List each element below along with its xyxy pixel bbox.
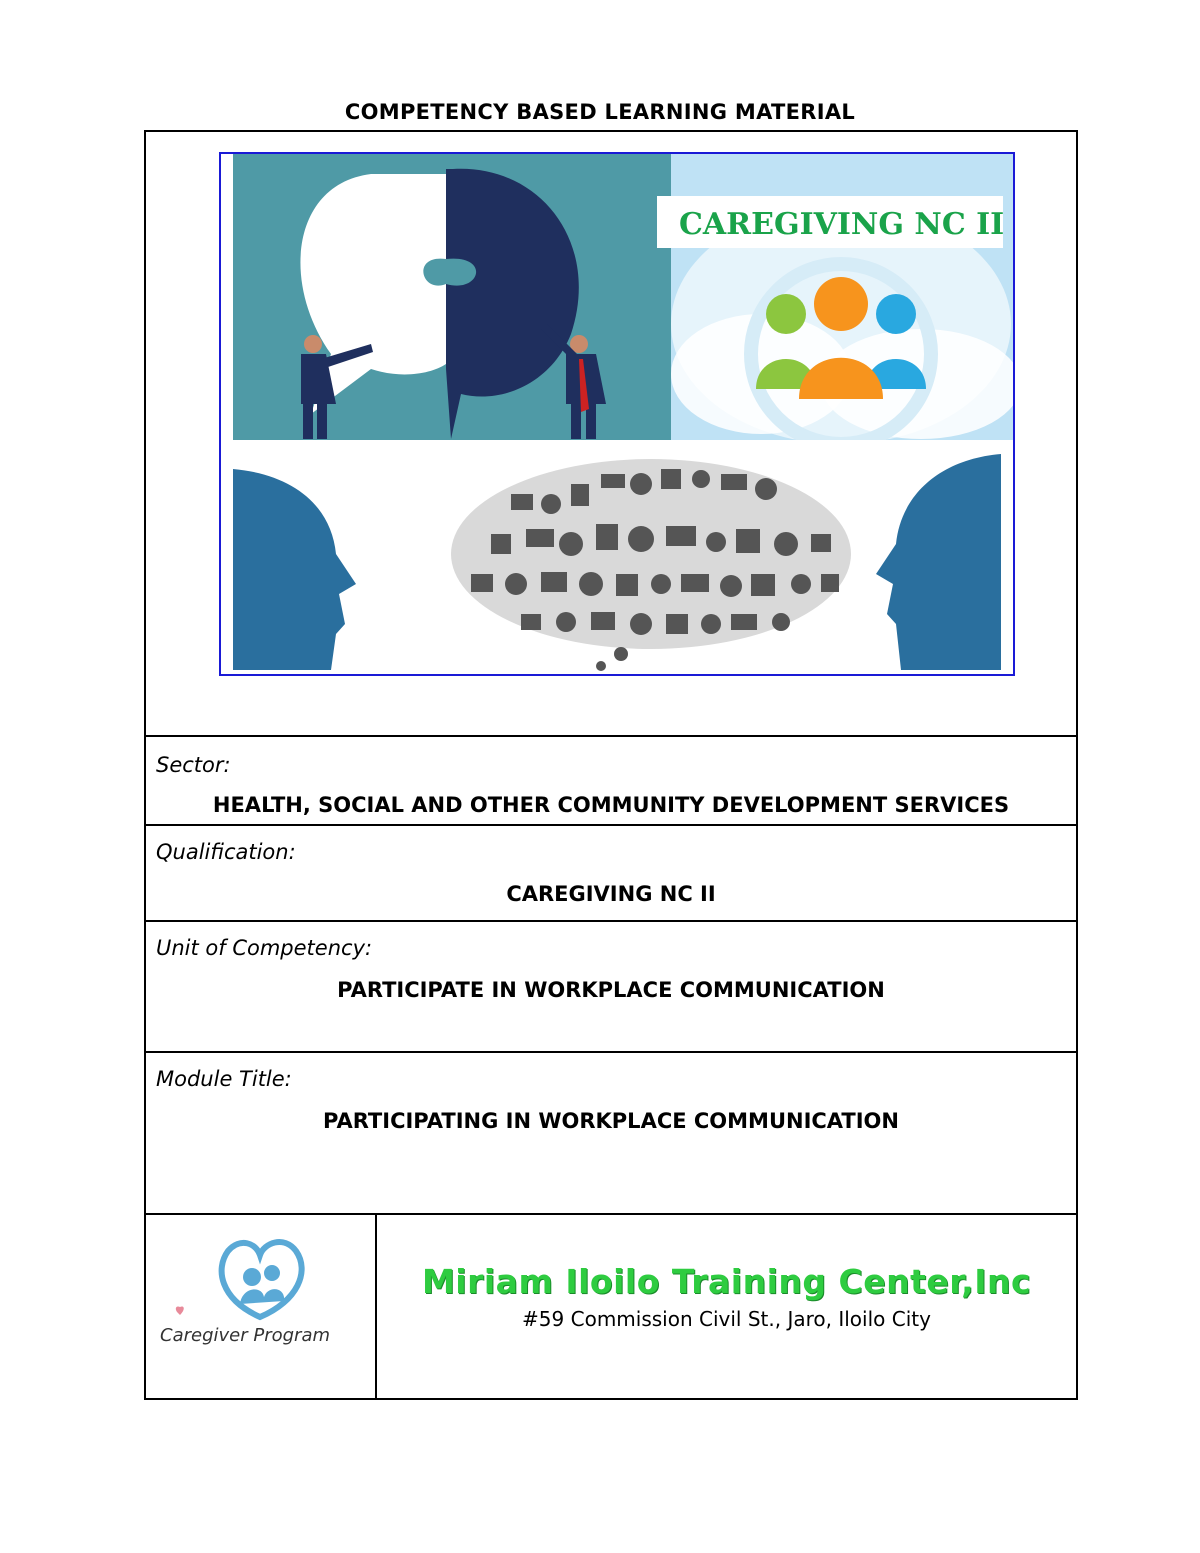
document-title: COMPETENCY BASED LEARNING MATERIAL xyxy=(344,100,856,124)
unit-of-competency-cell xyxy=(146,922,1076,1053)
unit-label: Unit of Competency: xyxy=(156,936,373,960)
sector-value: HEALTH, SOCIAL AND OTHER COMMUNITY DEVELOPMENT SERVICES xyxy=(212,793,1010,817)
qualification-value: CAREGIVING NC II xyxy=(506,882,716,906)
qualification-label: Qualification: xyxy=(156,840,296,864)
organization-name: Miriam Iloilo Training Center,Inc xyxy=(421,1262,1032,1301)
cover-image-cell xyxy=(146,132,1076,737)
banner-text: CAREGIVING NC II xyxy=(679,207,1005,242)
module-title-cell xyxy=(146,1053,1076,1215)
footer-cell xyxy=(146,1215,1076,1400)
organization-address: #59 Commission Civil St., Jaro, Iloilo City xyxy=(522,1307,931,1331)
cover-table xyxy=(144,130,1078,1400)
sector-cell xyxy=(146,737,1076,826)
module-label: Module Title: xyxy=(156,1067,292,1091)
logo-caption: Caregiver Program xyxy=(160,1325,331,1346)
cover-illustration xyxy=(219,152,1015,676)
sector-label: Sector: xyxy=(156,753,231,777)
unit-value: PARTICIPATE IN WORKPLACE COMMUNICATION xyxy=(337,978,885,1002)
qualification-cell xyxy=(146,826,1076,922)
module-value: PARTICIPATING IN WORKPLACE COMMUNICATION xyxy=(322,1109,899,1133)
